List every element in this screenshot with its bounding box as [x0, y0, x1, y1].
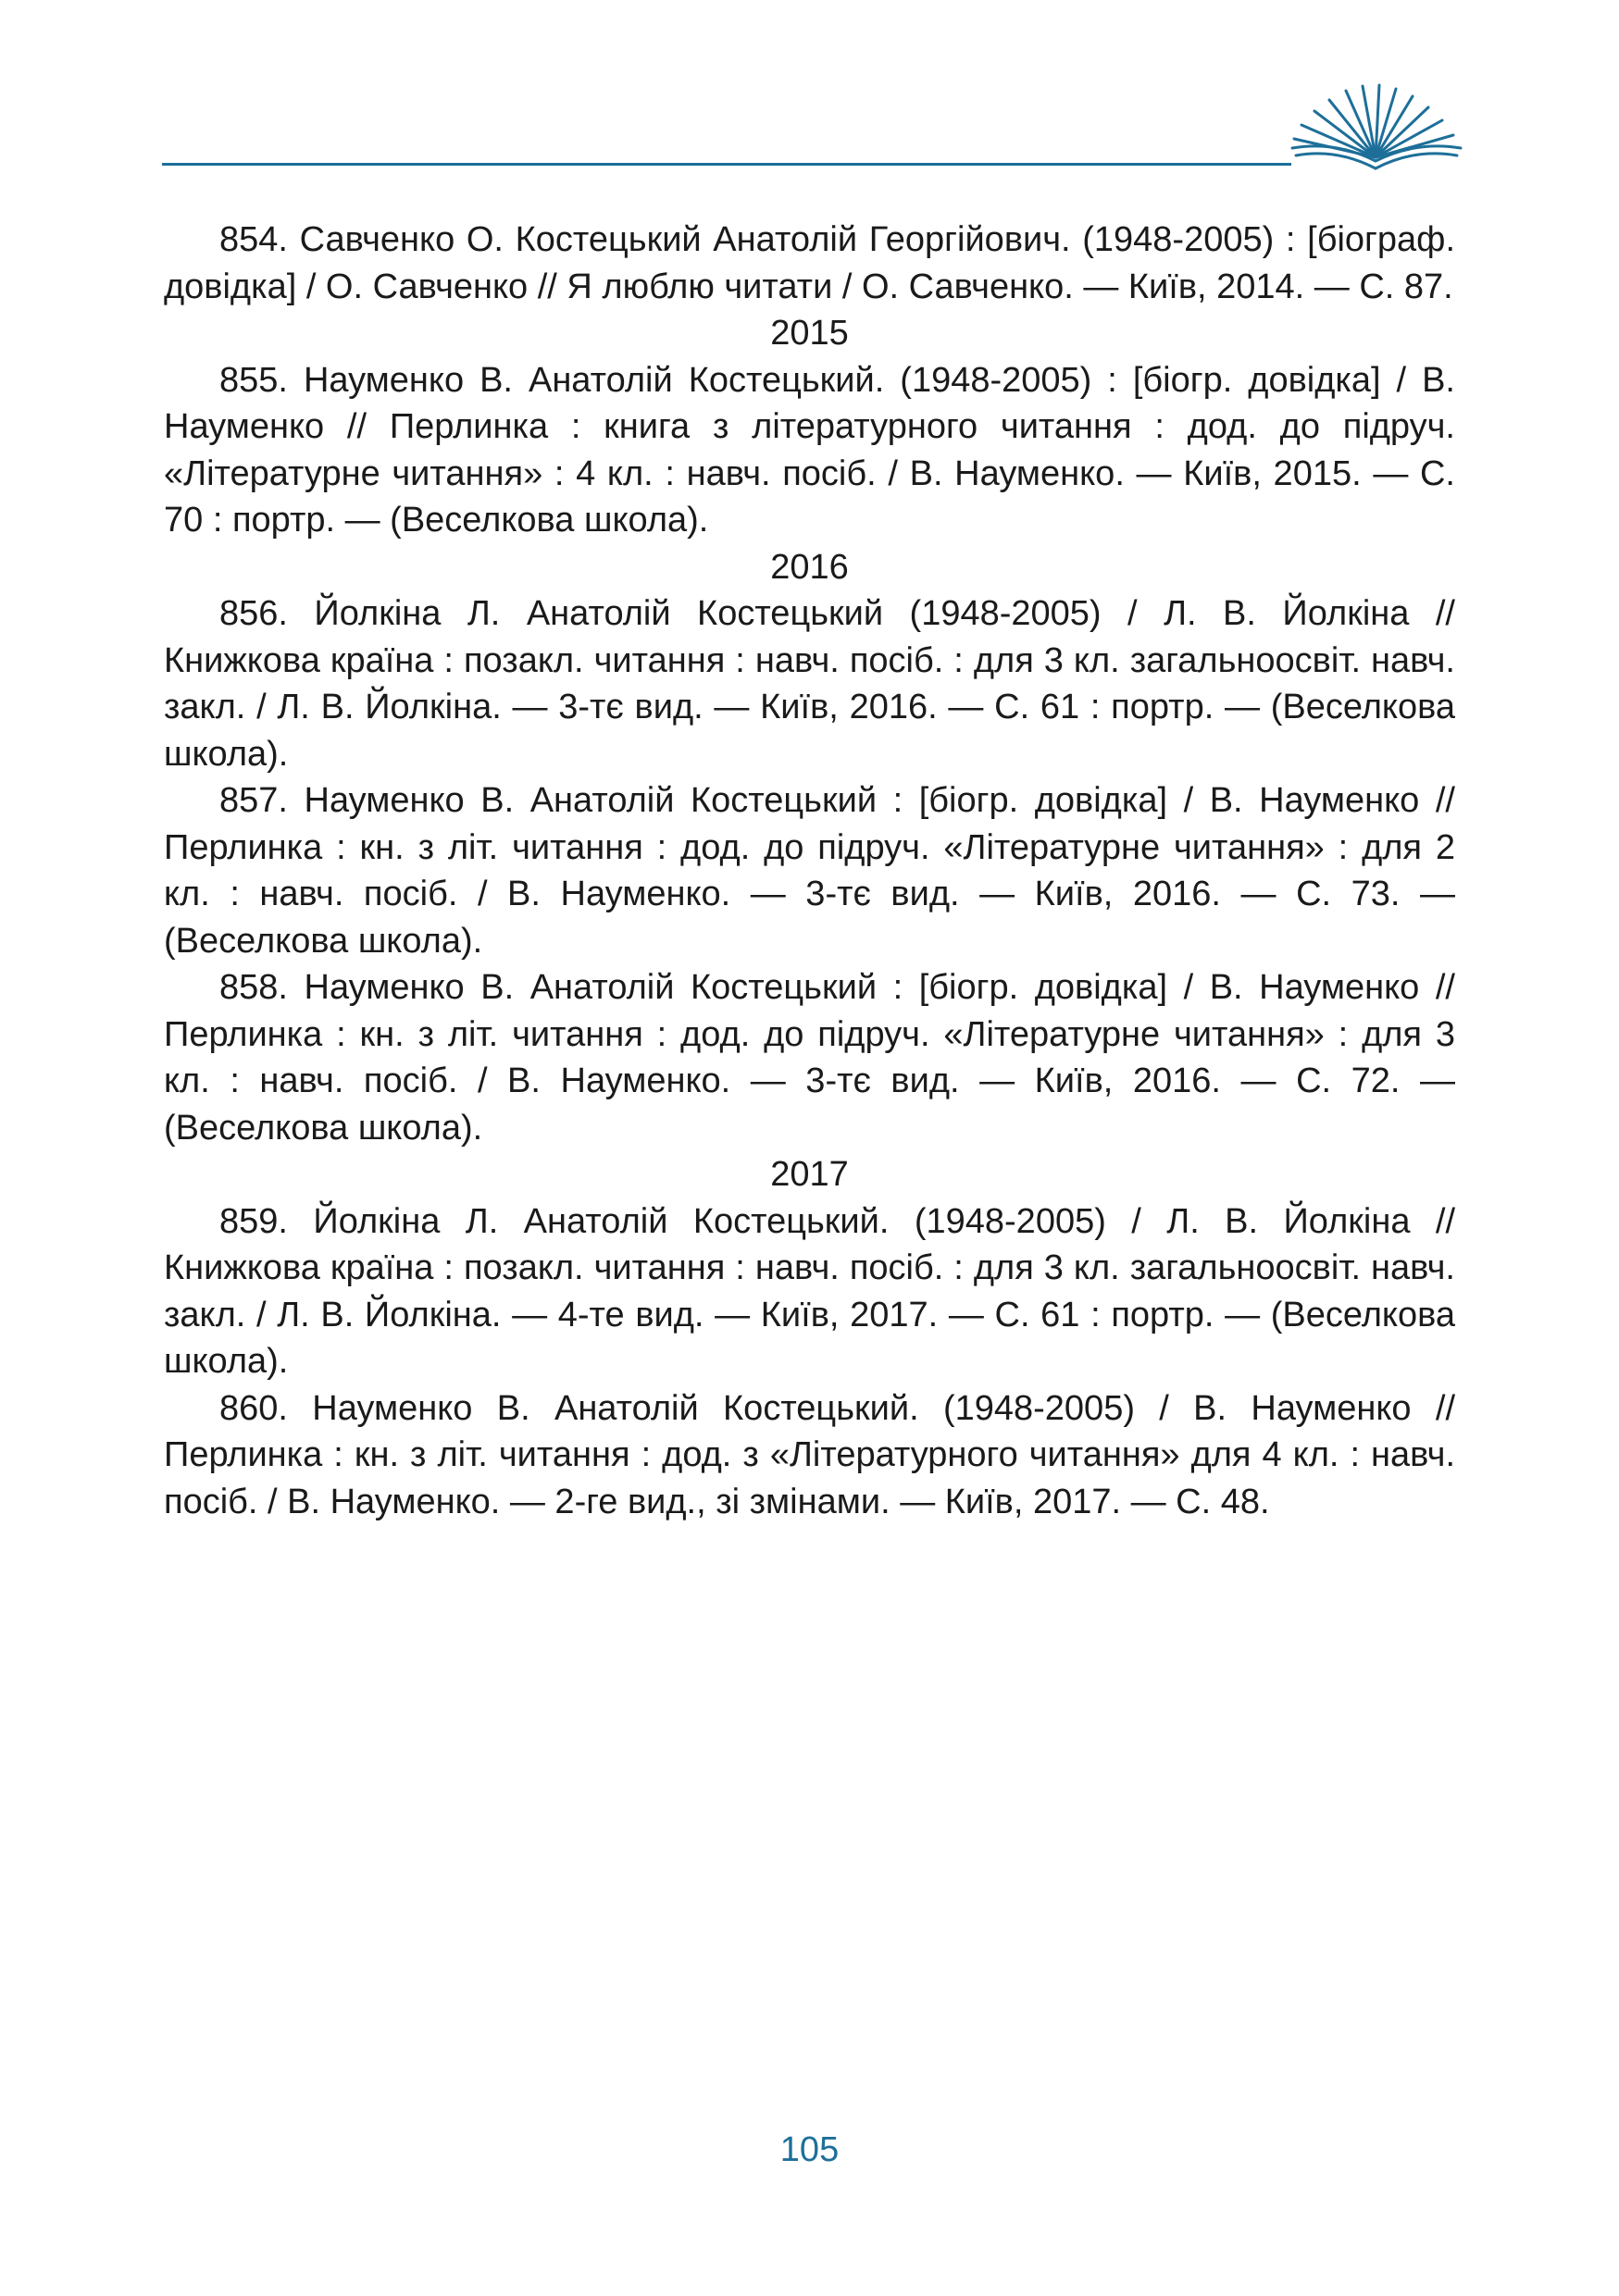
year-heading: 2016: [770, 547, 849, 587]
bibliography-entry: 855. Науменко В. Анатолій Костецький. (1948-2005) : [біогр. довідка] / В. Науменко // Перлинка : книга з літературного читання : дод. до підруч. «Літературне читання» : 4 кл. : навч. посіб. / В. Науменко. — Київ, 2015. — С. 70 : портр. — (Веселкова школа).: [164, 360, 1455, 540]
bibliography-entry: 860. Науменко В. Анатолій Костецький. (1948-2005) / В. Науменко // Перлинка : кн. з літ. читання : дод. з «Літературного читання» для 4 кл. : навч. посіб. / В. Науменко. — 2-ге вид., зі змінами. — Київ, 2017. — С. 48.: [164, 1388, 1455, 1521]
year-heading: 2017: [770, 1155, 849, 1194]
bibliography-entry: 856. Йолкіна Л. Анатолій Костецький (1948-2005) / Л. В. Йолкіна // Книжкова країна : позакл. читання : навч. посіб. : для 3 кл. загальноосвіт. навч. закл. / Л. В. Йолкіна. — 3-тє вид. — Київ, 2016. — С. 61 : портр. — (Веселкова школа).: [164, 594, 1455, 774]
bibliography-entry: 858. Науменко В. Анатолій Костецький : [біогр. довідка] / В. Науменко // Перлинка : кн. з літ. читання : дод. до підруч. «Літературне читання» : для 3 кл. : навч. посіб. / В. Науменко. — 3-тє вид. — Київ, 2016. — С. 72. — (Веселкова школа).: [164, 968, 1455, 1148]
open-book-icon: [1285, 83, 1465, 176]
bibliography-entry: 857. Науменко В. Анатолій Костецький : [біогр. довідка] / В. Науменко // Перлинка : кн. з літ. читання : дод. до підруч. «Літературне читання» : для 2 кл. : навч. посіб. / В. Науменко. — 3-тє вид. — Київ, 2016. — С. 73. — (Веселкова школа).: [164, 781, 1455, 961]
header-rule: [162, 163, 1291, 166]
bibliography-list: [164, 217, 1455, 1525]
year-heading: 2015: [770, 314, 849, 353]
bibliography-entry: 859. Йолкіна Л. Анатолій Костецький. (1948-2005) / Л. В. Йолкіна // Книжкова країна : позакл. читання : навч. посіб. : для 3 кл. загальноосвіт. навч. закл. / Л. В. Йолкіна. — 4-те вид. — Київ, 2017. — С. 61 : портр. — (Веселкова школа).: [164, 1201, 1455, 1381]
bibliography-entry: 854. Савченко О. Костецький Анатолій Георгійович. (1948-2005) : [біограф. довідка] / О. Савченко // Я люблю читати / О. Савченко. — Київ, 2014. — С. 87.: [164, 220, 1455, 306]
page-number: 105: [779, 2130, 840, 2169]
